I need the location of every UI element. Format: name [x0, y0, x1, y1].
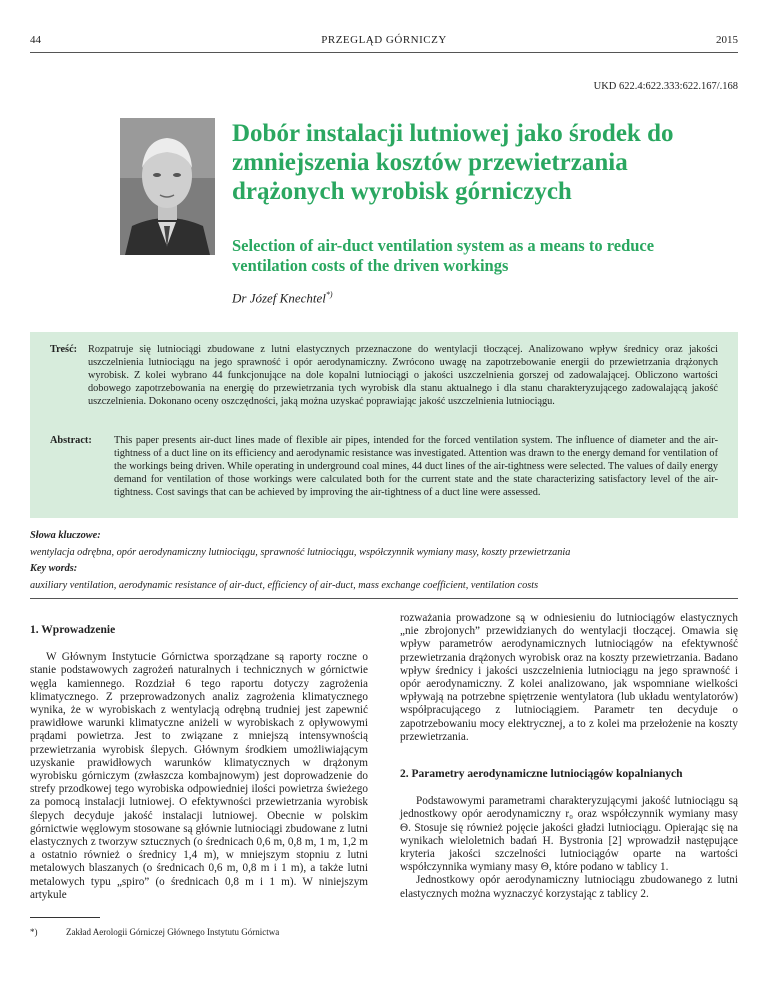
udk-code: UKD 622.4:622.333:622.167/.168: [593, 81, 738, 92]
section-2-paragraph-2: Jednostkowy opór aerodynamiczny lutniociągu zbudowanego z lutni elastycznych można wyznaczyć korzystając z tablicy 2.: [400, 874, 738, 900]
author-photo: [120, 118, 215, 255]
footnote-text: Zakład Aerologii Górniczej Głównego Instytutu Górnictwa: [66, 927, 280, 937]
article-title: Dobór instalacji lutniowej jako środek do zmniejszenia kosztów przewietrzania drążonych wyrobisk górniczych: [232, 120, 674, 205]
abstract-en: [50, 434, 718, 514]
author-name: Dr Józef Knechtel: [232, 290, 326, 306]
journal-name: PRZEGLĄD GÓRNICZY: [321, 34, 447, 46]
abstract-pl-text: Rozpatruje się lutniociągi zbudowane z lutni elastycznych przeznaczone do wentylacji tłoczącej. Analizowano wpływ średnicy oraz jakości uszczelnienia lutniociągu na jego sprawność i opór aerodynamiczny. Zwrócono uwagę na zapotrzebowanie energii do przewietrzania drążonych wyrobisk. Z kolei wybrano 44 funkcjonujące na dole kopalni lutniociągi o jakości uszczelnienia gorszej od zadowalającej. Obliczono wartości dobowego zapotrzebowania na energię do przewietrzania tych wyrobisk dla stanu aktualnego i dla stanu charakteryzującego zadowalającą jakość uszczelnienia. Dokonano oceny oszczędności, jaką można uzyskać poprawiając jakość uszczelnienia lutniociągu.: [88, 344, 718, 407]
keywords-pl: wentylacja odrębna, opór aerodynamiczny lutniociągu, sprawność lutniociągu, współczynnik wymiany masy, koszty przewietrzania: [30, 547, 571, 558]
footnote-mark: *): [30, 927, 38, 937]
article-subtitle-en: Selection of air-duct ventilation system as a means to reduce ventilation costs of the driven workings: [232, 236, 655, 275]
section-1-paragraph: W Głównym Instytucie Górnictwa sporządzane są raporty roczne o stanie podstawowych zagrożeń naturalnych i technicznych w górnictwie węgla kamiennego. Rozdział 6 tego raportu dotyczy zagrożenia klimatycznego. Z przeprowadzonych analiz zagrożenia klimatycznego wynika, że w wyrobiskach z wentylacją odrębną trudniej jest zapewnić prawidłowe warunki klimatyczne aniżeli w wyrobiskach z opływowymi prądami powietrza. Jest to związane z mniejszą intensywnością przewietrzania wyrobisk ślepych. Głównym środkiem umożliwiającym uzyskanie prawidłowych warunków klimatycznych w drążonym wyrobisku górniczym (zwłaszcza kombajnowym) jest doprowadzenie do strefy przodkowej tego wyrobiska odpowiedniej ilości powietrza świeżego za pomocą instalacji lutniowej. O efektywności przewietrzania wyrobisk ślepych decyduje jakość instalacji lutniowej. Obecnie w polskim górnictwie węglowym stosowane są głównie lutniociągi zbudowane z lutni elastycznych z tworzyw sztucznych (o średnicach 0,6 m, 0,8 m, 1 m, 1,2 m a ostatnio również o średnicy 1,4 m), w mniejszym stopniu z lutni metalowych blaszanych (o średnicach 0,6 m, 0,8 m i 1 m), a także lutni metalowych typu „spiro” (o średnicach 0,8 m i 1 m). W niniejszym artykule: [30, 651, 368, 901]
keywords-en-label: Key words:: [30, 563, 78, 574]
page-number: 44: [30, 34, 41, 46]
column-left: [30, 624, 368, 902]
author-footnote-mark: *): [325, 290, 333, 299]
abstract-en-label: Abstract:: [50, 435, 92, 446]
footnote: [30, 927, 279, 937]
running-header: [30, 30, 738, 53]
abstract-box: [30, 332, 738, 518]
author-line: [232, 290, 333, 306]
section-1-continuation: rozważania prowadzone są w odniesieniu do lutniociągów elastycznych „nie zbrojonych” przewidzianych do wentylacji tłoczącej. Omawia się wpływ parametrów aerodynamicznych lutniociągów na efektywność przewietrzania drążonych wyrobisk oraz na koszty przewietrzania. Badano wpływ średnicy i jakości uszczelnienia lutniociągu na jego sprawność i opór aerodynamiczny. Z kolei analizowano, jak wspomniane wielkości wpływają na potrzebne spiętrzenie wentylatora (lub układu wentylatorów) współpracującego z lutniociągiem. Parametr ten decyduje o zapotrzebowaniu mocy elektrycznej, a to z kolei ma przełożenie na koszty przewietrzania.: [400, 612, 738, 743]
section-2-paragraph-1: Podstawowymi parametrami charakteryzującymi jakość lutniociągu są jednostkowy opór aerodynamiczny r₀ oraz współczynnik wymiany masy Θ. Stosuje się również pojęcie jakości gładzi lutniociągu. Opierając się na wynikach wieloletnich badań H. Bystronia [2] wprowadził następujące kryteria jakości szczelności lutniociągów oparte na wartości współczynnika wymiany masy Θ, które podano w tablicy 1.: [400, 795, 738, 874]
issue-year: 2015: [716, 34, 738, 46]
abstract-pl-label: Treść:: [50, 344, 78, 355]
footnote-divider: [30, 917, 100, 918]
keywords-pl-label: Słowa kluczowe:: [30, 530, 101, 541]
column-right: [400, 612, 738, 901]
abstract-en-text: This paper presents air-duct lines made of flexible air pipes, intended for the forced ventilation system. The influence of diameter and the air-tightness of a duct line on its efficiency and aerodynamic resistance was investigated. Attention was drawn to the energy demand for ventilation of the workings being driven. While operating in underground coal mines, 44 duct lines of the air-tightness were selected. The values of daily energy demand for ventilation of those workings were calculated both for the current state and the state characterizing satisfactory level of the air-tightness. Cost savings that can be achieved by improving the air-tightness of a duct line were assessed.: [114, 435, 718, 498]
section-2-heading: 2. Parametry aerodynamiczne lutniociągów kopalnianych: [400, 768, 683, 781]
keywords-en: auxiliary ventilation, aerodynamic resistance of air-duct, efficiency of air-duct, mass exchange coefficient, ventilation costs: [30, 580, 539, 591]
abstract-pl: [50, 343, 718, 423]
section-1-heading: 1. Wprowadzenie: [30, 624, 116, 636]
keywords-divider: [30, 598, 738, 599]
